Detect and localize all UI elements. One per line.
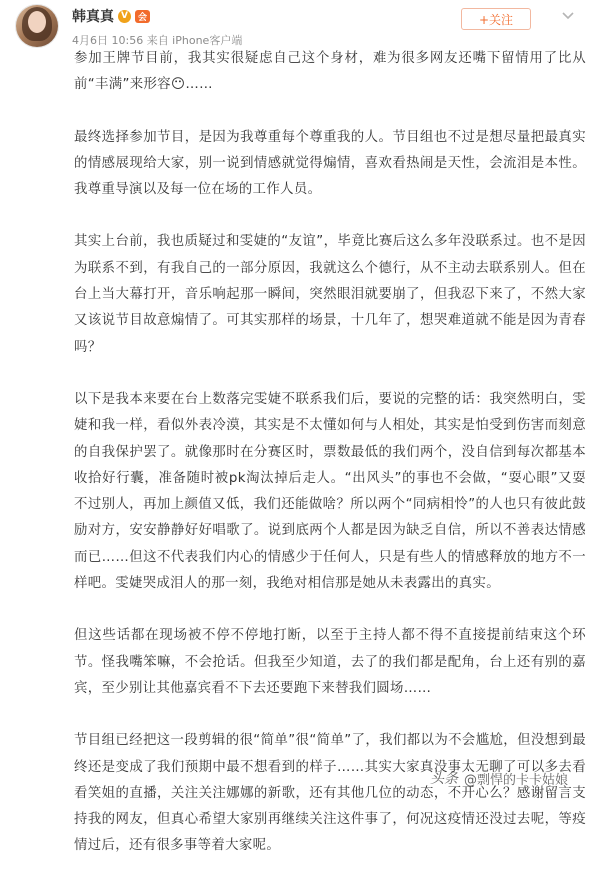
post-paragraph: 以下是我本来要在台上数落完雯婕不联系我们后，要说的完整的话：我突然明白，雯婕和我一样，看似外表冷漠，其实是不太懂如何与人相处，其实是怕受到伤害而刻意的自我保护罢了。就像那时在分赛区时，票数最低的我们两个，没自信到每次都基本收拾好行囊，准备随时被pk淘汰掉后走人。“出风头”的事也不会做，“耍心眼”又耍不过别人，再加上颜值又低，我们还能做啥？所以两个“同病相怜”的人也只有彼此鼓励对方，安安静静好好唱歌了。说到底两个人都是因为缺乏自信，所以不善表达情感而已……但这不代表我们内心的情感少于任何人，只是有些人的情感释放的地方不一样吧。雯婕哭成泪人的那一刻，我绝对相信那是她从未表露出的真实。 bbox=[74, 391, 586, 592]
name-row bbox=[72, 6, 150, 26]
watermark bbox=[430, 768, 568, 788]
follow-button[interactable]: +关注 bbox=[461, 8, 531, 30]
username[interactable]: 韩真真 bbox=[72, 9, 114, 25]
avatar-face bbox=[28, 11, 46, 33]
post-paragraph: 最终选择参加节目，是因为我尊重每个尊重我的人。节目组也不过是想尽量把最真实的情感展现给大家，别一说到情感就觉得煽情，喜欢看热闹是天性，会流泪是本性。我尊重导演以及每一位在场的工作人员。 bbox=[74, 129, 586, 198]
chevron-down-icon[interactable] bbox=[557, 5, 579, 27]
avatar[interactable] bbox=[16, 5, 58, 47]
verified-icon: V bbox=[118, 10, 131, 23]
post-timestamp-source: 4月6日 10:56 来自 iPhone客户端 bbox=[72, 34, 243, 47]
post-paragraph: 其实上台前，我也质疑过和雯婕的“友谊”，毕竟比赛后这么多年没联系过。也不是因为联系不到，有我自己的一部分原因，我就这么个德行，从不主动去联系别人。但在台上当大幕打开，音乐响起那一瞬间，突然眼泪就要崩了，但我忍下来了，不然大家又该说节目故意煽情了。可其实那样的场景，十几年了，想哭难道就不能是因为青春吗？ bbox=[74, 234, 586, 355]
watermark-handle: @剽悍的卡卡姑娘 bbox=[464, 772, 569, 788]
post-paragraph: 节目组已经把这一段剪辑的很“简单”很“简单”了，我们都以为不会尴尬，但没想到最终还是变成了我们预期中最不想看到的样子……其实大家真没事太无聊了可以多去看看笑姐的直播，关注关注娜娜的新歌，还有其他几位的动态，不开心么？感谢留言支持我的网友，但真心希望大家别再继续关注这件事了，何况这疫情还没过去呢，等疫情过后，还有很多事等着大家呢。 bbox=[74, 733, 586, 854]
member-icon: 会 bbox=[135, 10, 150, 23]
post-paragraph: 但这些话都在现场被不停不停地打断，以至于主持人都不得不直接提前结束这个环节。怪我嘴笨嘛，不会抢话。但我至少知道，去了的我们都是配角，台上还有别的嘉宾，至少别让其他嘉宾看不下去还要跑下来替我们圆场…… bbox=[74, 628, 586, 696]
post-paragraph: 参加王牌节目前，我其实很疑虑自己这个身材，难为很多网友还嘴下留情用了比从前“丰满”来形容😶…… bbox=[74, 51, 586, 93]
post-body bbox=[74, 46, 586, 886]
watermark-brand: 头条 bbox=[430, 771, 458, 787]
